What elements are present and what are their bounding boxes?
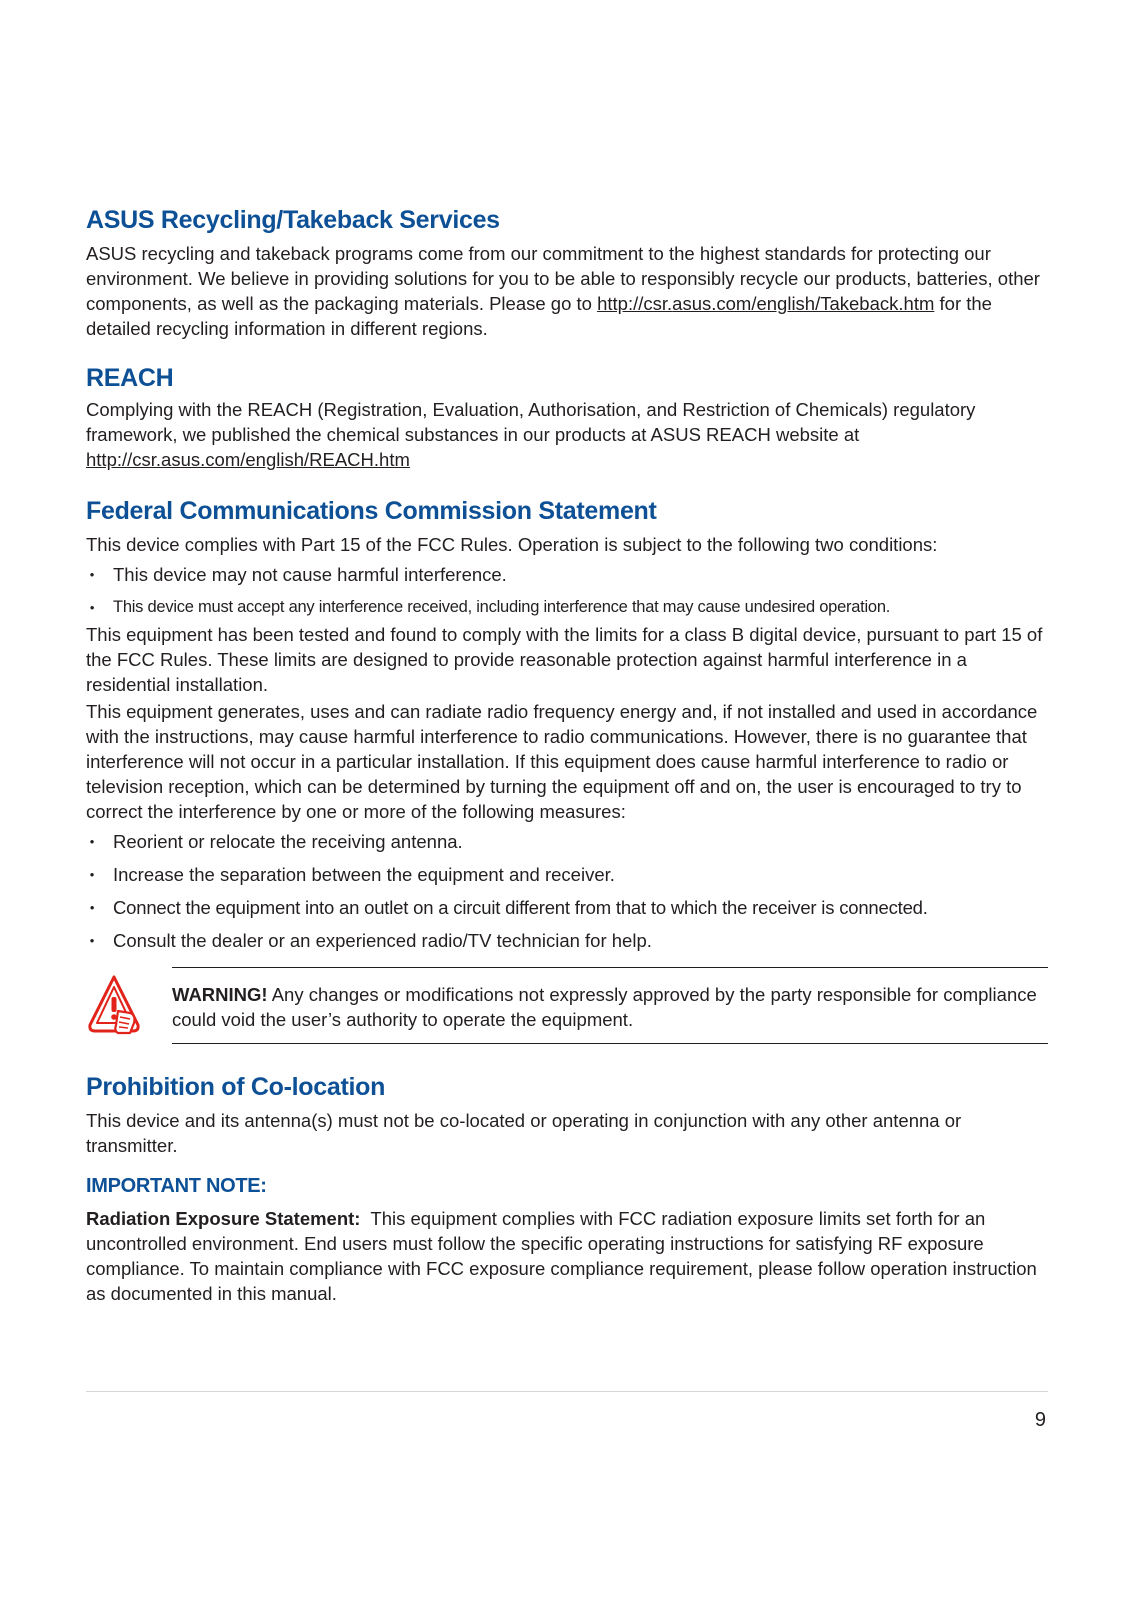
warning-top-rule	[172, 967, 1048, 968]
colocation-paragraph: This device and its antenna(s) must not be co-located or operating in conjunction with any other antenna or transmitter.	[86, 1110, 962, 1156]
important-note-heading: IMPORTANT NOTE:	[86, 1175, 267, 1197]
condition-text: This device may not cause harmful interference.	[113, 564, 507, 585]
list-item	[86, 862, 1048, 887]
footer-rule	[86, 1391, 1048, 1392]
reach-link[interactable]: http://csr.asus.com/english/REACH.htm	[86, 449, 410, 470]
condition-text: This device must accept any interference received, including interference that may cause undesired operation.	[113, 598, 891, 616]
list-item	[86, 562, 1048, 587]
fcc-intro: This device complies with Part 15 of the FCC Rules. Operation is subject to the following two conditions:	[86, 534, 938, 555]
fcc-paragraph-1: This equipment has been tested and found to comply with the limits for a class B digital device, pursuant to part 15 of the FCC Rules. These limits are designed to provide reasonable protection against harmful interference in a residential installation.	[86, 624, 1043, 695]
page-content	[86, 203, 1048, 1306]
important-note-paragraph	[86, 1206, 1048, 1306]
colocation-heading: Prohibition of Co-location	[86, 1073, 386, 1101]
recycling-text: ASUS recycling and takeback programs come from our commitment to the highest standards for protecting our environment. We believe in providing solutions for you to be able to responsibly recycle our products, batteries, other components, as well as the packaging materials. Please go to	[86, 243, 1040, 314]
takeback-link-part2[interactable]: asus.com/english/Takeback.htm	[672, 293, 935, 314]
warning-message: Any changes or modifications not expressly approved by the party responsible for compliance could void the user’s authority to operate the equipment.	[172, 984, 1037, 1030]
list-item	[86, 928, 1048, 953]
list-item	[86, 829, 1048, 854]
warning-label: WARNING!	[172, 984, 268, 1005]
radiation-statement-label: Radiation Exposure Statement:	[86, 1208, 361, 1229]
bullet-icon: •	[89, 567, 95, 582]
recycling-heading: ASUS Recycling/Takeback Services	[86, 206, 500, 234]
measure-text: Reorient or relocate the receiving antenna.	[113, 831, 463, 852]
reach-paragraph	[86, 397, 1048, 472]
measure-text: Consult the dealer or an experienced radio/TV technician for help.	[113, 930, 652, 951]
bullet-icon: •	[89, 933, 95, 948]
warning-box	[86, 967, 1048, 1044]
bullet-icon: •	[89, 867, 95, 882]
page-number: 9	[1034, 1409, 1046, 1431]
reach-text: Complying with the REACH (Registration, Evaluation, Authorisation, and Restriction of Chemicals) regulatory framework, we published the chemical substances in our products at ASUS REACH website at	[86, 399, 976, 445]
bullet-icon: •	[89, 900, 95, 915]
list-item	[86, 595, 1048, 620]
recycling-text-end: for the detailed recycling information in different regions.	[86, 293, 992, 339]
fcc-conditions-list	[86, 562, 1048, 620]
takeback-link-part1[interactable]: http://csr.	[597, 293, 673, 314]
bullet-icon: •	[89, 834, 95, 849]
warning-triangle-hand-icon	[86, 973, 142, 1037]
warning-bottom-rule	[172, 1043, 1048, 1044]
radiation-statement-text: This equipment complies with FCC radiation exposure limits set forth for an uncontrolled environment. End users must follow the specific operating instructions for satisfying RF exposure compliance. To maintain compliance with FCC exposure compliance requirement, please follow operation instruction as documented in this manual.	[86, 1208, 1042, 1304]
recycling-paragraph	[86, 241, 1048, 341]
bullet-icon: •	[89, 600, 95, 615]
list-item	[86, 895, 1048, 920]
measure-text: Connect the equipment into an outlet on a circuit different from that to which the receiver is connected.	[113, 897, 928, 918]
fcc-heading: Federal Communications Commission Statement	[86, 497, 657, 525]
warning-text	[172, 982, 1048, 1032]
fcc-paragraph-2: This equipment generates, uses and can radiate radio frequency energy and, if not installed and used in accordance with the instructions, may cause harmful interference to radio communications. However, there is no guarantee that interference will not occur in a particular installation. If this equipment does cause harmful interference to radio or television reception, which can be determined by turning the equipment off and on, the user is encouraged to try to correct the interference by one or more of the following measures:	[86, 701, 1038, 822]
fcc-measures-list	[86, 829, 1048, 953]
measure-text: Increase the separation between the equipment and receiver.	[113, 864, 615, 885]
reach-heading: REACH	[86, 364, 174, 392]
